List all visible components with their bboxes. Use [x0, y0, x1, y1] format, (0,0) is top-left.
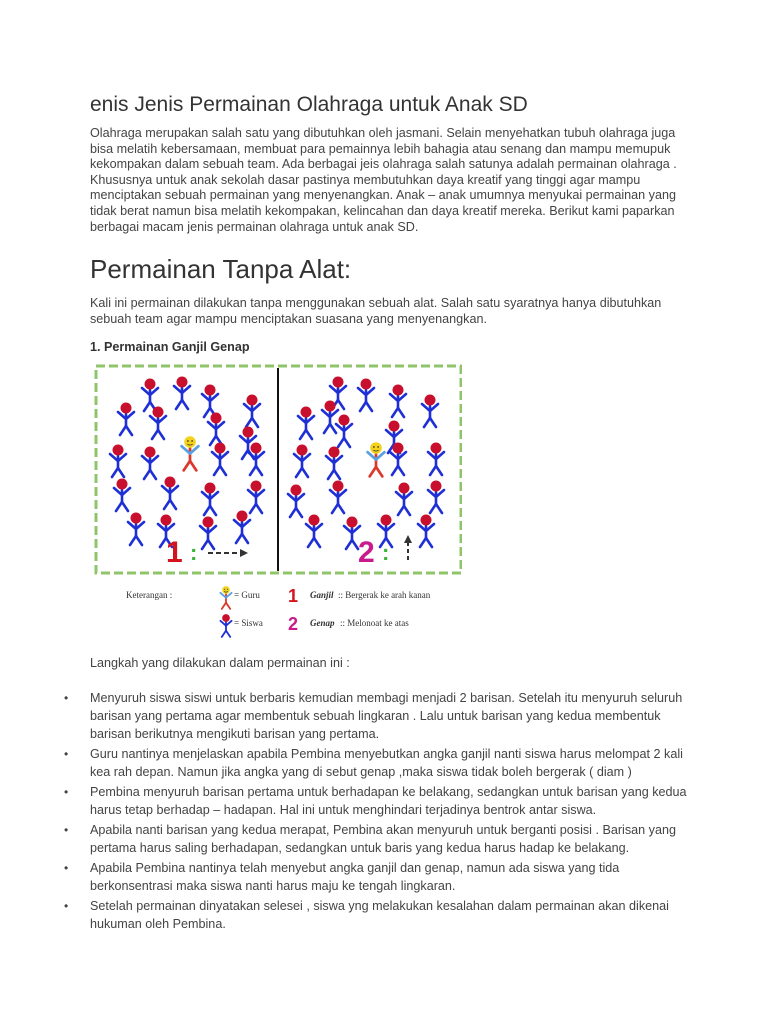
article-title: enis Jenis Permainan Olahraga untuk Anak SD [90, 93, 528, 116]
steps-intro: Langkah yang dilakukan dalam permainan ini : [90, 656, 350, 670]
field-colon-2: : [382, 540, 390, 565]
student-icon [294, 445, 310, 478]
list-item [0, 821, 690, 857]
game-diagram [90, 362, 462, 640]
student-icon [162, 477, 178, 510]
student-icon [142, 379, 158, 412]
step-text: Guru nantinya menjelaskan apabila Pembina menyebutkan angka ganjil nanti siswa harus melompat 2 kali kea rah depan. Namun jika angka yang di sebut genap ,maka siswa tidak boleh bergerak ( diam ) [90, 747, 683, 779]
legend-ganjil-word: Ganjil [310, 590, 334, 600]
student-icon [110, 445, 126, 478]
legend-student-icon [220, 614, 231, 637]
student-icon [422, 395, 438, 428]
student-icon [142, 447, 158, 480]
legend-ganjil-desc: :: Bergerak ke arah kanan [338, 590, 431, 600]
bullet-icon: • [64, 691, 69, 705]
list-item [0, 859, 690, 895]
student-icon [118, 403, 134, 436]
student-icon [390, 385, 406, 418]
intro-paragraph: Olahraga merupakan salah satu yang dibutuhkan oleh jasmani. Selain menyehatkan tubuh olahraga juga bisa melatih kebersamaan, membuat para pemainnya lebih bahagia atau senang dan mampu memupuk kekompakan dalam sebuah team. Ada berbagai jeis olahraga salah satunya adalah permainan olahraga . Khususnya untuk anak sekolah dasar pastinya membutuhkan daya kreatif yang tinggi agar mampu menciptakan sebuah permainan yang menyenangkan. Anak – anak umumnya menyukai permainan yang tidak berat namun bisa melatih kekompakan, kelincahan dan daya kreatif mereka. Berikut kami paparkan berbagai macam jenis permainan olahraga untuk anak SD. [90, 126, 677, 234]
step-text: Apabila nanti barisan yang kedua merapat, Pembina akan menyuruh untuk berganti posisi . Barisan yang pertama harus saling berhadapan, sedangkan untuk baris yang kedua harus hadap ke belakang. [90, 823, 676, 855]
step-text: Setelah permainan dinyatakan selesei , siswa yng melakukan kesalahan dalam permainan akan dikenai hukuman oleh Pembina. [90, 899, 669, 931]
field-label-2: 2 [358, 536, 375, 569]
section-intro-paragraph: Kali ini permainan dilakukan tanpa menggunakan sebuah alat. Salah satu syaratnya hanya dibutuhkan sebuah team agar mampu menciptakan suasana yang menyenangkan. [90, 296, 662, 326]
step-text: Apabila Pembina nantinya telah menyebut angka ganjil dan genap, namun ada siswa yang tida berkonsentrasi maka siswa nanti harus maju ke tengah lingkaran. [90, 861, 620, 893]
student-icon [336, 415, 352, 448]
student-icon [428, 481, 444, 514]
student-icon [220, 614, 231, 637]
legend-genap-desc: :: Melonoat ke atas [340, 618, 409, 628]
student-icon [202, 483, 218, 516]
legend-genap-word: Genap [310, 618, 335, 628]
student-icon [234, 511, 250, 544]
section-title: Permainan Tanpa Alat: [90, 254, 352, 284]
student-icon [288, 485, 304, 518]
bullet-icon: • [64, 899, 69, 913]
bullet-icon: • [64, 823, 69, 837]
student-icon [396, 483, 412, 516]
student-icon [428, 443, 444, 476]
student-icon [248, 481, 264, 514]
list-item [0, 783, 690, 819]
student-icon [240, 427, 256, 460]
teacher-icon [368, 442, 385, 476]
diagram-svg [90, 362, 462, 640]
step-text: Pembina menyuruh barisan pertama untuk berhadapan ke belakang, sedangkan untuk barisan yang kedua harus tetap berhadap – hadapan. Hal ini untuk menghindari terjadinya bentrok antar siswa. [90, 785, 687, 817]
teacher-icon [182, 436, 199, 470]
legend-siswa: = Siswa [234, 618, 263, 628]
field-label-1: 1 [166, 536, 183, 569]
arrow-up-icon [404, 535, 412, 543]
game-title: 1. Permainan Ganjil Genap [90, 340, 250, 354]
student-icon [298, 407, 314, 440]
arrow-right-icon [240, 549, 248, 557]
legend-title: Keterangan : [126, 590, 173, 600]
student-icon [326, 447, 342, 480]
list-item [0, 745, 690, 781]
steps-list [0, 689, 768, 935]
student-icon [330, 481, 346, 514]
student-icon [128, 513, 144, 546]
list-item [0, 689, 690, 743]
bullet-icon: • [64, 861, 69, 875]
student-icon [150, 407, 166, 440]
student-icon [306, 515, 322, 548]
student-icon [248, 443, 264, 476]
bullet-icon: • [64, 747, 69, 761]
student-icon [358, 379, 374, 412]
legend-num-1: 1 [288, 586, 299, 606]
student-icon [208, 413, 224, 446]
legend-guru: = Guru [234, 590, 260, 600]
student-icon [202, 385, 218, 418]
student-icon [418, 515, 434, 548]
student-icon [200, 517, 216, 550]
student-icon [114, 479, 130, 512]
bullet-icon: • [64, 785, 69, 799]
legend-teacher-icon [220, 586, 231, 609]
teacher-icon [220, 586, 231, 609]
step-text: Menyuruh siswa siswi untuk berbaris kemudian membagi menjadi 2 barisan. Setelah itu menyuruh seluruh barisan yang pertama agar membentuk sebuah lingkaran . Lalu untuk barisan yang kedua membentuk barisan berikutnya mengikuti barisan yang pertama. [90, 691, 683, 741]
student-icon [212, 443, 228, 476]
student-icon [244, 395, 260, 428]
legend-num-2: 2 [288, 614, 299, 634]
field-colon-1: : [190, 540, 198, 565]
student-icon [174, 377, 190, 410]
list-item [0, 897, 690, 933]
